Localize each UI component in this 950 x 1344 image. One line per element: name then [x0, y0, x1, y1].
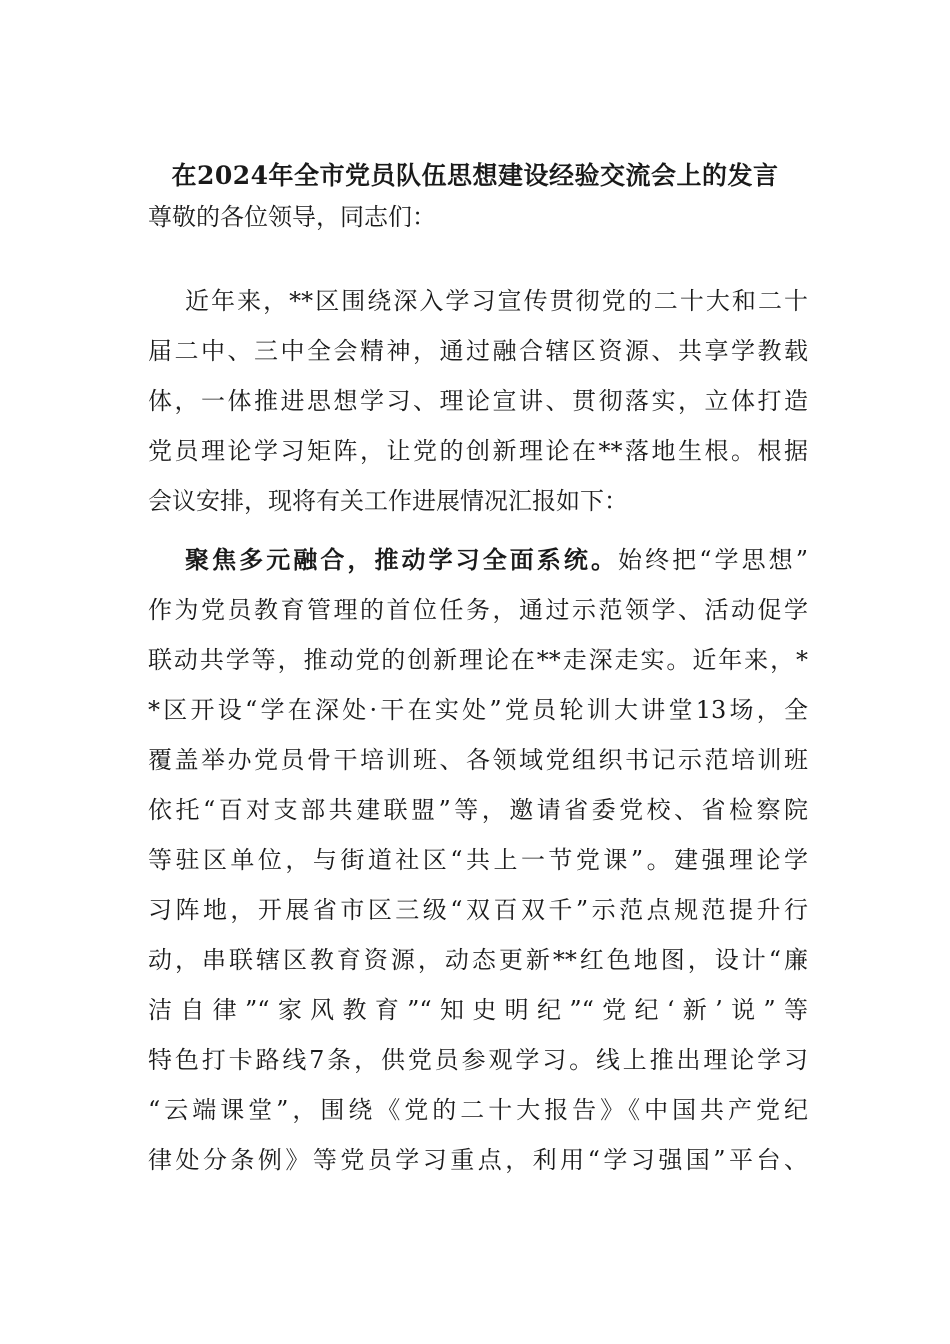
text-line: 依托“百对支部共建联盟”等，邀请省委党校、省检察院	[148, 796, 808, 824]
text-line: 体，一体推进思想学习、理论宣讲、贯彻落实，立体打造	[148, 387, 808, 415]
paragraph-intro	[148, 276, 808, 526]
text-line: 习阵地，开展省市区三级“双百双千”示范点规范提升行	[148, 896, 808, 924]
text-line: 作为党员教育管理的首位任务，通过示范领学、活动促学	[148, 596, 808, 624]
text-line: *区开设“学在深处·干在实处”党员轮训大讲堂13场，全	[148, 696, 808, 724]
text-line: 律处分条例》等党员学习重点，利用“学习强国”平台、	[148, 1146, 808, 1174]
text-line: 动，串联辖区教育资源，动态更新**红色地图，设计“廉	[148, 946, 808, 974]
text-line: 洁自律”“家风教育”“知史明纪”“党纪‘新’说”等	[148, 996, 808, 1024]
text-line: “云端课堂”，围绕《党的二十大报告》《中国共产党纪	[148, 1096, 808, 1124]
text-line-first	[148, 535, 808, 585]
paragraph-lead-heading: 聚焦多元融合，推动学习全面系统。	[185, 545, 619, 574]
salutation: 尊敬的各位领导，同志们：	[148, 203, 436, 231]
text-line: 联动共学等，推动党的创新理论在**走深走实。近年来，*	[148, 646, 808, 674]
text-line: 覆盖举办党员骨干培训班、各领域党组织书记示范培训班	[148, 746, 808, 774]
text-line: 近年来，**区围绕深入学习宣传贯彻党的二十大和二十	[185, 287, 808, 315]
text-line: 党员理论学习矩阵，让党的创新理论在**落地生根。根据	[148, 437, 808, 465]
text-line: 等驻区单位，与街道社区“共上一节党课”。建强理论学	[148, 846, 808, 874]
paragraph-learning	[148, 535, 808, 1185]
text-fragment: 始终把“学思想”	[618, 546, 808, 574]
text-line: 特色打卡路线7条，供党员参观学习。线上推出理论学习	[148, 1046, 808, 1074]
text-line: 届二中、三中全会精神，通过融合辖区资源、共享学教载	[148, 337, 808, 365]
text-line: 会议安排，现将有关工作进展情况汇报如下：	[148, 487, 628, 515]
document-title: 在2024年全市党员队伍思想建设经验交流会上的发言	[171, 161, 779, 190]
